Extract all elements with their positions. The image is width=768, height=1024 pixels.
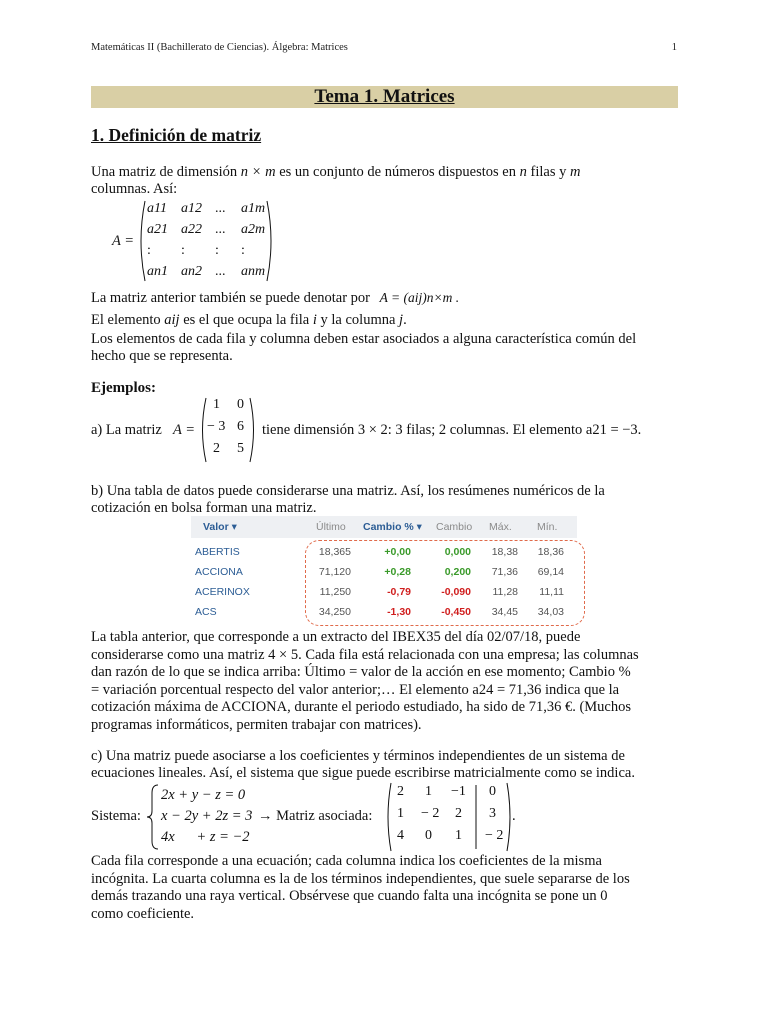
- table-cell: 71,36: [491, 566, 518, 578]
- element-text-a: El elemento: [91, 312, 165, 328]
- stock-table-header: [191, 516, 577, 538]
- matrix-entry: :: [181, 243, 185, 258]
- examples-heading: Ejemplos:: [91, 380, 156, 396]
- running-header: [91, 42, 677, 53]
- table-cell: 34,250: [318, 606, 351, 618]
- title-bar: [91, 86, 678, 108]
- page-number: 1: [671, 42, 677, 53]
- table-cell: +0,00: [384, 546, 411, 558]
- assoc-line-1: Los elementos de cada fila y columna deben estar asociados a alguna característica común del: [91, 331, 637, 347]
- matrix-entry: an2: [181, 264, 202, 279]
- matrix-entry: 1: [213, 397, 220, 412]
- system-brace: [146, 783, 160, 851]
- table-cell: 18,38: [491, 546, 518, 558]
- matrix-entry: 2: [213, 441, 220, 456]
- system-equation: x − 2y + 2z = 3: [161, 808, 253, 824]
- table-cell: 11,28: [492, 586, 518, 598]
- intro-text-a: Una matriz de dimensión: [91, 164, 241, 180]
- table-cell: 11,11: [539, 586, 564, 598]
- table-row: [191, 606, 577, 626]
- system-label: Sistema:: [91, 808, 141, 824]
- table-cell: 69,14: [537, 566, 564, 578]
- company-name: ACCIONA: [195, 566, 243, 578]
- running-title: Matemáticas II (Bachillerato de Ciencias). Álgebra: Matrices: [91, 42, 348, 53]
- matrix-entry: a21: [147, 222, 168, 237]
- matrix-entry: ...: [215, 222, 226, 237]
- example-c-line-2: ecuaciones lineales. Así, el sistema que sigue puede escribirse matricialmente como se indica.: [91, 765, 635, 781]
- example-a-matrix: [199, 396, 257, 464]
- general-matrix: [137, 199, 275, 283]
- example-c-line-1: c) Una matriz puede asociarse a los coeficientes y términos independientes de un sistema de: [91, 748, 625, 764]
- matrix-entry: − 3: [207, 419, 226, 434]
- table-cell: -0,79: [387, 586, 411, 598]
- matrix-entry: a22: [181, 222, 202, 237]
- table-header-cell: Cambio % ▾: [363, 521, 422, 533]
- section-heading: 1. Definición de matriz: [91, 125, 262, 145]
- element-line: [91, 312, 407, 329]
- denote-text: La matriz anterior también se puede denotar por: [91, 290, 371, 306]
- table-cell: +0,28: [384, 566, 411, 578]
- paragraph-line: como coeficiente.: [91, 905, 195, 922]
- company-name: ABERTIS: [195, 546, 240, 558]
- matrix-entry: ...: [215, 201, 226, 216]
- paragraph-line: La tabla anterior, que corresponde a un extracto del IBEX35 del día 02/07/18, puede: [91, 629, 581, 645]
- table-header-cell: Máx.: [489, 521, 512, 533]
- table-cell: 34,03: [537, 606, 564, 618]
- element-text-c: y la columna: [316, 312, 400, 328]
- table-row: [191, 586, 577, 606]
- matrix-entry: :: [215, 243, 219, 258]
- system-equation: 2x + y − z = 0: [161, 787, 246, 803]
- matrix-entry: 5: [237, 441, 244, 456]
- table-cell: 18,365: [318, 546, 351, 558]
- table-cell: -0,450: [441, 606, 471, 618]
- arrow-text: → Matriz asociada:: [258, 808, 373, 824]
- matrix-entry: :: [147, 243, 151, 258]
- matrix-entry: 4: [397, 828, 404, 843]
- intro-text-b: es un conjunto de números dispuestos en: [275, 164, 520, 180]
- matrix-entry: a2m: [241, 222, 266, 237]
- element-i: i: [312, 312, 317, 328]
- table-header-cell: Cambio: [436, 521, 473, 533]
- matrix-entry: an1: [147, 264, 168, 279]
- table-row: [191, 566, 577, 586]
- intro-line2: columnas. Así:: [91, 181, 178, 197]
- matrix-entry: 3: [489, 806, 496, 821]
- paragraph-line: = variación porcentual respecto del valor anterior;… El elemento a24 = 71,36 indica que la: [91, 681, 620, 698]
- example-a-label: A =: [173, 422, 196, 438]
- table-row: [191, 546, 577, 566]
- matrix-label: A =: [112, 233, 135, 249]
- element-symbol: aij: [164, 312, 180, 328]
- table-cell: 71,120: [318, 566, 351, 578]
- assoc-line-2: hecho que se representa.: [91, 348, 233, 364]
- intro-m: m: [569, 164, 581, 180]
- denote-formula: A = (aij)n×m .: [379, 290, 460, 305]
- table-cell: 0,200: [444, 566, 471, 578]
- matrix-entry: a11: [147, 201, 167, 216]
- paragraph-line: demás trazando una raya vertical. Obsérvese que cuando falta una incógnita se pone un 0: [91, 888, 608, 904]
- paragraph-line: incógnita. La cuarta columna es la de los términos independientes, que suele separarse de los: [91, 870, 630, 887]
- table-cell: 18,36: [537, 546, 564, 558]
- intro-dimension: n × m: [240, 164, 276, 180]
- intro-n: n: [519, 164, 527, 180]
- element-j: j: [399, 312, 404, 328]
- example-b-line-2: cotización en bolsa forman una matriz.: [91, 500, 317, 516]
- matrix-entry: 0: [425, 828, 432, 843]
- associated-matrix-period: .: [512, 808, 516, 824]
- table-header-cell: Valor ▾: [203, 521, 237, 533]
- example-a-prefix: a) La matriz: [91, 422, 162, 438]
- denote-line: [91, 289, 459, 307]
- matrix-entry: 1: [425, 784, 432, 799]
- associated-matrix: [385, 781, 515, 853]
- element-text-b: es el que ocupa la fila: [179, 312, 313, 328]
- paragraph-line: programas informáticos, permiten trabajar con matrices).: [91, 716, 422, 733]
- matrix-entry: :: [241, 243, 245, 258]
- stock-table: [191, 516, 577, 624]
- example-a-suffix: tiene dimensión 3 × 2: 3 filas; 2 columnas. El elemento a21 = −3.: [262, 422, 642, 438]
- table-cell: -0,090: [441, 586, 471, 598]
- matrix-entry: 1: [455, 828, 462, 843]
- matrix-entry: 2: [455, 806, 462, 821]
- paragraph-line: dan razón de lo que se indica arriba: Último = valor de la acción en ese momento; Cambio %: [91, 664, 631, 680]
- example-b-line-1: b) Una tabla de datos puede considerarse una matriz. Así, los resúmenes numéricos de la: [91, 483, 605, 499]
- paragraph-line: cotización máxima de ACCIONA, durante el periodo estudiado, ha sido de 71,36 €. (Muchos: [91, 699, 632, 715]
- table-header-cell: Mín.: [537, 521, 558, 533]
- system-equation: 4x + z = −2: [161, 829, 250, 845]
- matrix-entry: anm: [241, 264, 266, 279]
- intro-paragraph: [91, 164, 580, 181]
- matrix-entry: − 2: [485, 828, 504, 843]
- matrix-entry: 6: [237, 419, 244, 434]
- matrix-entry: −1: [451, 784, 466, 799]
- matrix-entry: a12: [181, 201, 202, 216]
- paragraph-line: considerarse como una matriz 4 × 5. Cada fila está relacionada con una empresa; las columnas: [91, 646, 639, 663]
- matrix-entry: 1: [397, 806, 404, 821]
- matrix-entry: 0: [489, 784, 496, 799]
- matrix-entry: 2: [397, 784, 404, 799]
- company-name: ACERINOX: [195, 586, 250, 598]
- table-header-cell: Último: [316, 521, 346, 533]
- matrix-entry: a1m: [241, 201, 266, 216]
- matrix-entry: ...: [215, 264, 226, 279]
- table-cell: 34,45: [491, 606, 518, 618]
- element-text-d: .: [403, 312, 407, 328]
- company-name: ACS: [195, 606, 217, 618]
- intro-text-c: filas y: [526, 164, 570, 180]
- table-cell: -1,30: [387, 606, 411, 618]
- table-cell: 0,000: [444, 546, 471, 558]
- matrix-entry: − 2: [421, 806, 440, 821]
- document-title: Tema 1. Matrices: [314, 86, 455, 107]
- matrix-entry: 0: [237, 397, 244, 412]
- table-cell: 11,250: [319, 586, 351, 598]
- paragraph-line: Cada fila corresponde a una ecuación; cada columna indica los coeficientes de la misma: [91, 853, 602, 869]
